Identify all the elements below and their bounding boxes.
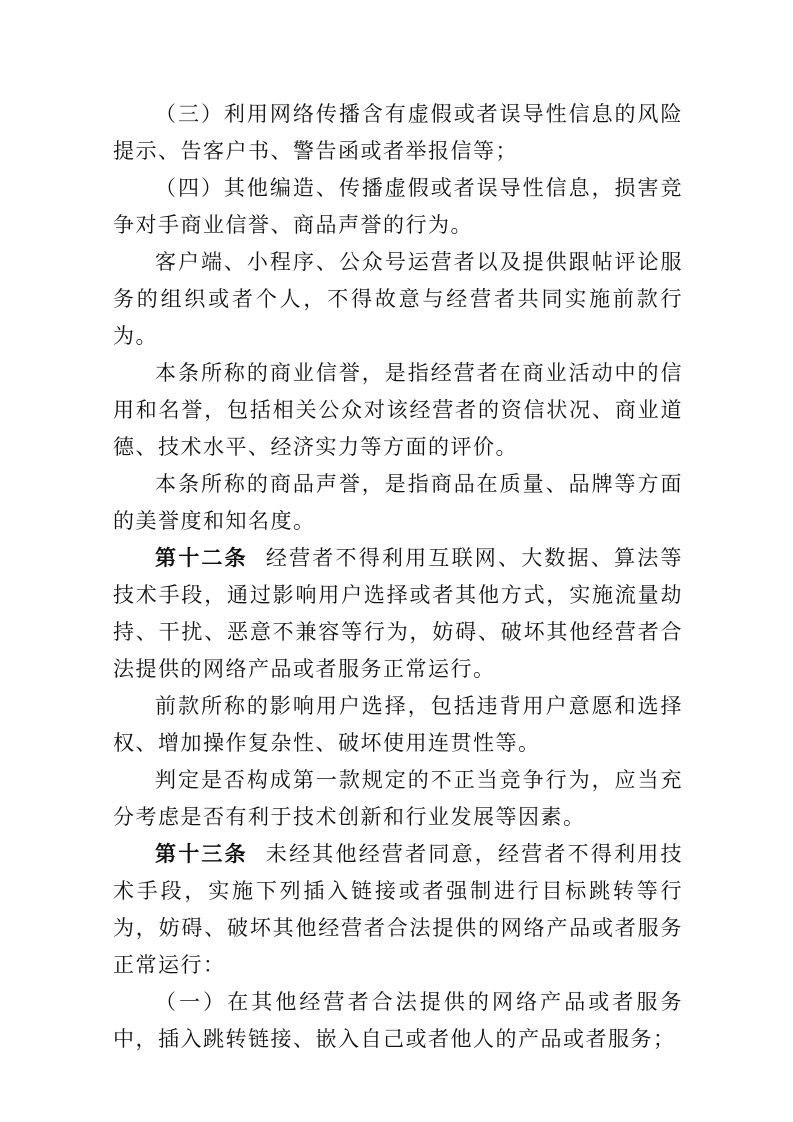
paragraph-10 (113, 984, 683, 1058)
paragraph-text: 经营者不得利用互联网、大数据、算法等技术手段，通过影响用户选择或者其他方式，实施流量劫持、干扰、恶意不兼容等行为，妨碍、破坏其他经营者合法提供的网络产品或者服务正常运行。 (113, 546, 684, 681)
paragraph-text: 本条所称的商品声誉，是指商品在质量、品牌等方面的美誉度和知名度。 (113, 472, 683, 533)
paragraph-9 (113, 836, 683, 984)
article-heading: 第十二条 (155, 546, 248, 570)
paragraph-text: （三）利用网络传播含有虚假或者误导性信息的风险提示、告客户书、警告函或者举报信等； (113, 102, 683, 163)
paragraph-text: （四）其他编造、传播虚假或者误导性信息，损害竞争对手商业信誉、商品声誉的行为。 (113, 176, 683, 237)
document-page (113, 96, 683, 1058)
article-heading: 第十三条 (155, 842, 248, 866)
paragraph-4 (113, 355, 683, 466)
paragraph-text: 判定是否构成第一款规定的不正当竞争行为，应当充分考虑是否有利于技术创新和行业发展等因素。 (113, 768, 683, 829)
paragraph-6 (113, 540, 683, 688)
paragraph-3 (113, 244, 683, 355)
paragraph-1 (113, 96, 683, 170)
paragraph-text: 本条所称的商业信誉，是指经营者在商业活动中的信用和名誉，包括相关公众对该经营者的资信状况、商业道德、技术水平、经济实力等方面的评价。 (113, 361, 683, 459)
paragraph-text: 客户端、小程序、公众号运营者以及提供跟帖评论服务的组织或者个人，不得故意与经营者共同实施前款行为。 (113, 250, 683, 348)
paragraph-text: 前款所称的影响用户选择，包括违背用户意愿和选择权、增加操作复杂性、破坏使用连贯性等。 (113, 694, 683, 755)
paragraph-7 (113, 688, 683, 762)
paragraph-2 (113, 170, 683, 244)
paragraph-text: （一）在其他经营者合法提供的网络产品或者服务中，插入跳转链接、嵌入自己或者他人的产品或者服务； (113, 990, 683, 1051)
paragraph-text: 未经其他经营者同意，经营者不得利用技术手段，实施下列插入链接或者强制进行目标跳转等行为，妨碍、破坏其他经营者合法提供的网络产品或者服务正常运行： (113, 842, 684, 977)
paragraph-5 (113, 466, 683, 540)
paragraph-8 (113, 762, 683, 836)
